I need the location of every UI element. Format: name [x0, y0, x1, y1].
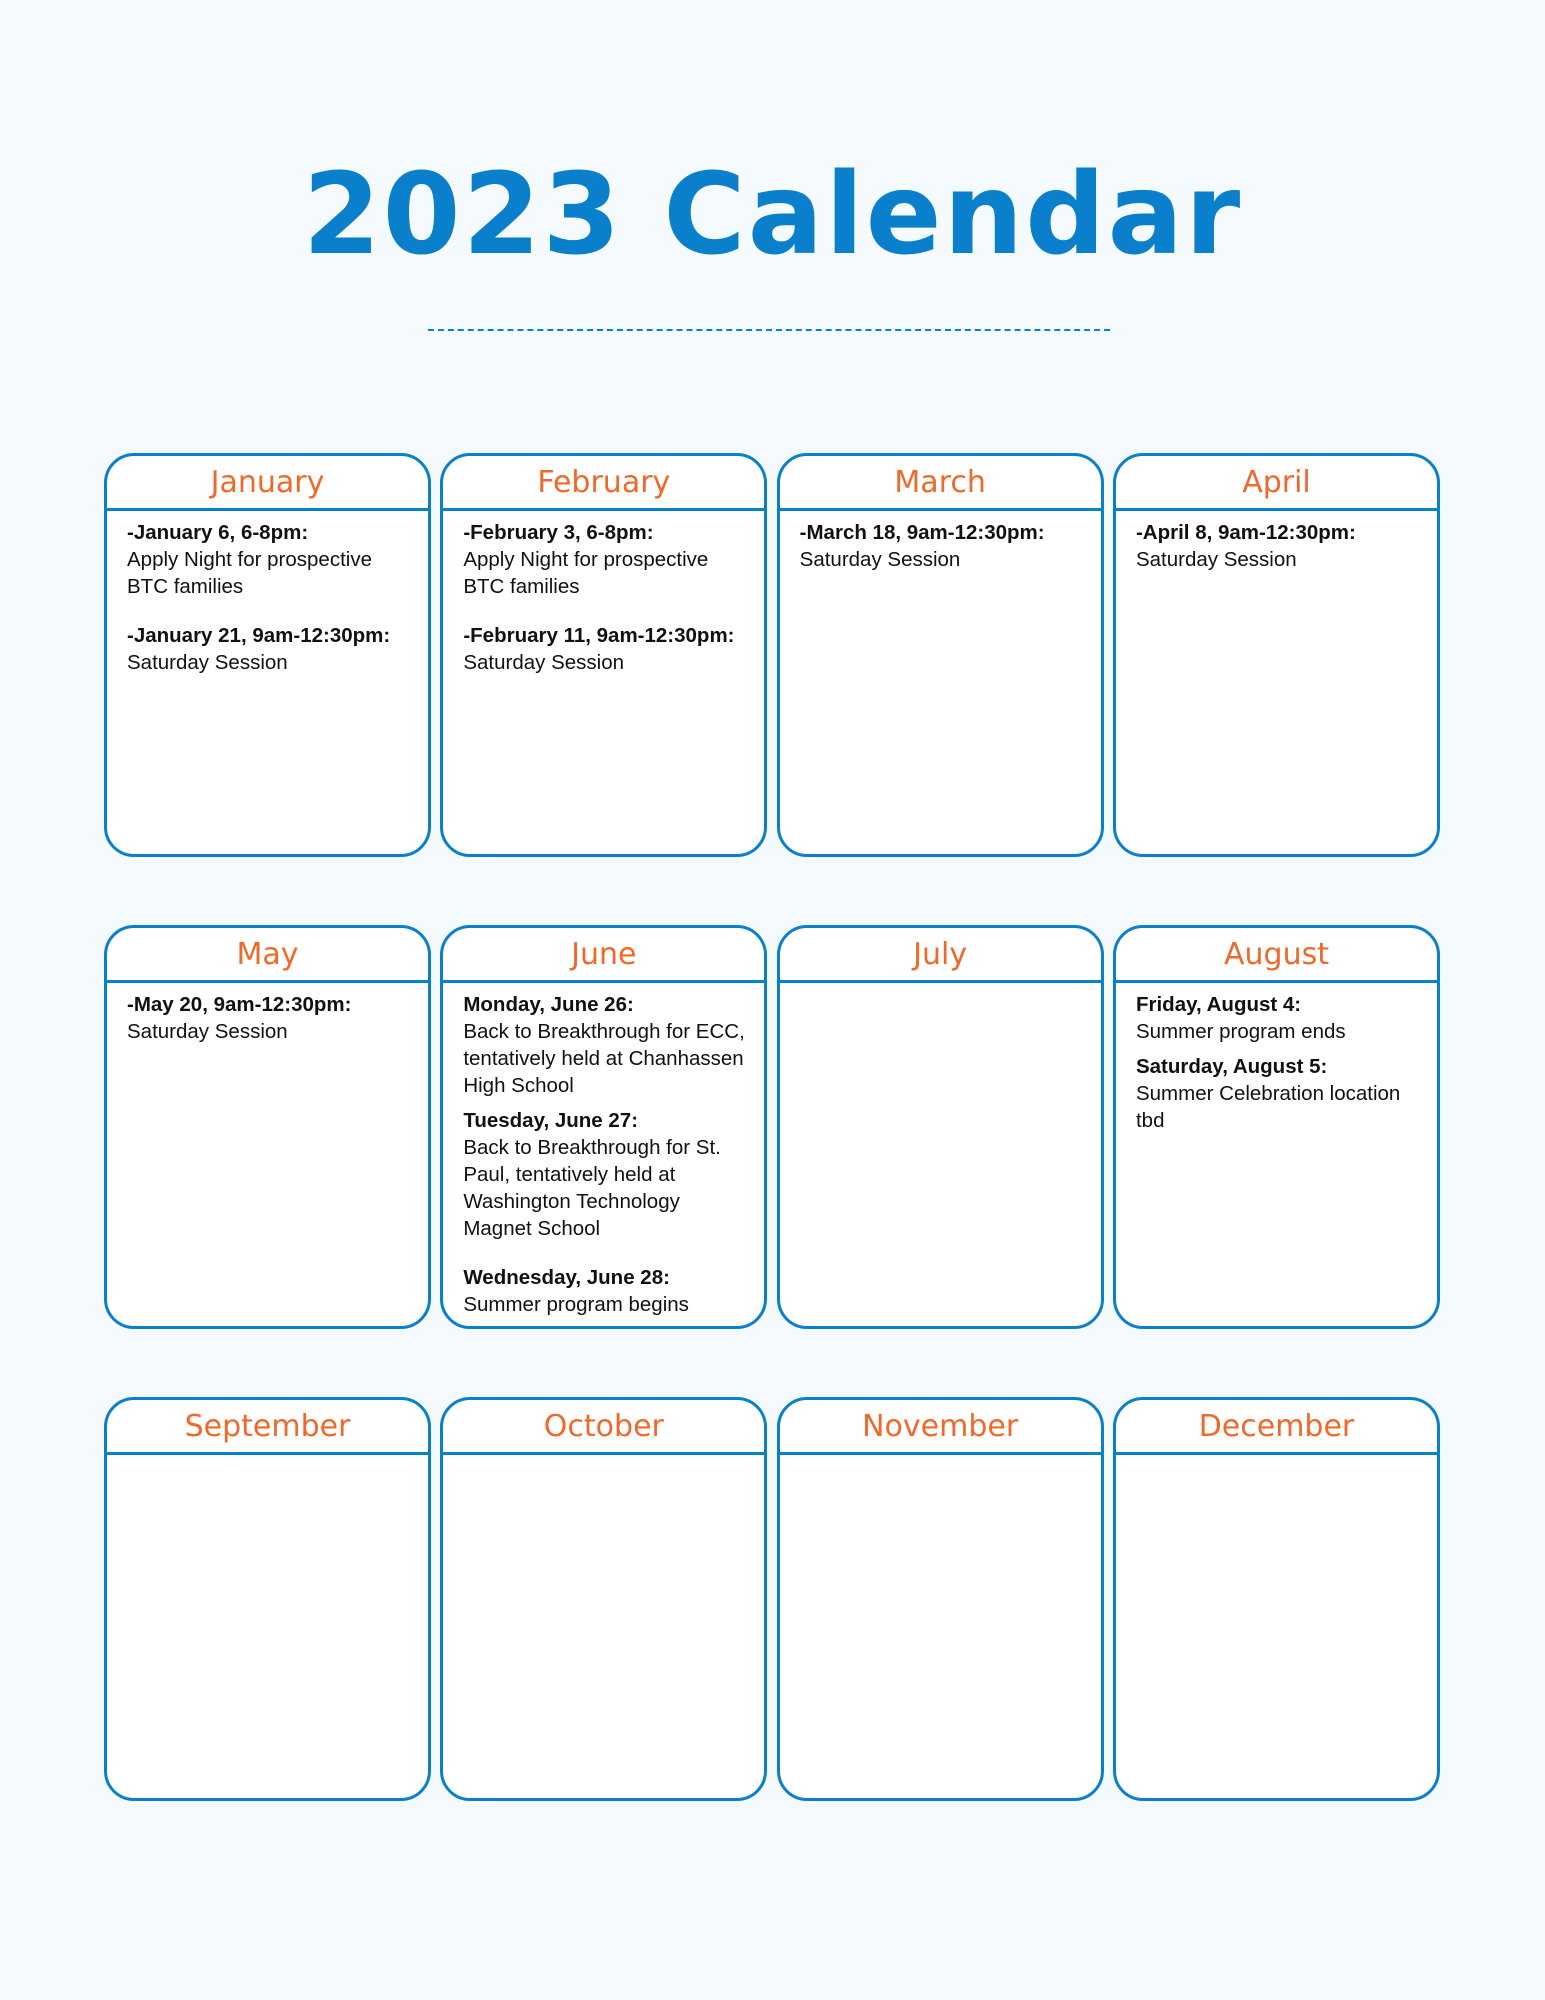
month-events — [443, 511, 764, 854]
event-description: Saturday Session — [127, 651, 288, 674]
month-events — [780, 511, 1101, 854]
month-grid — [104, 453, 1441, 1801]
month-card-july — [777, 925, 1104, 1329]
event-item — [463, 519, 746, 600]
month-name: August — [1116, 928, 1437, 983]
event-date: -January 21, 9am-12:30pm: — [127, 624, 391, 647]
event-item — [1136, 991, 1419, 1045]
month-events — [1116, 1455, 1437, 1798]
month-card-december — [1113, 1397, 1440, 1801]
month-card-october — [440, 1397, 767, 1801]
page-title: 2023 Calendar — [302, 150, 1243, 280]
event-item — [127, 991, 410, 1045]
month-card-november — [777, 1397, 1104, 1801]
event-description: Saturday Session — [799, 548, 961, 571]
event-item — [463, 622, 746, 676]
event-date: Monday, June 26: — [463, 993, 634, 1016]
event-description: Summer program begins — [463, 1293, 689, 1316]
event-date: -February 3, 6-8pm: — [463, 521, 654, 544]
month-name: April — [1116, 456, 1437, 511]
event-date: -May 20, 9am-12:30pm: — [127, 993, 352, 1016]
event-description: Apply Night for prospective BTC families — [127, 548, 372, 598]
month-card-march — [777, 453, 1104, 857]
month-events — [1116, 983, 1437, 1326]
event-description: Back to Breakthrough for ECC, tentatively held at Chanhassen High School — [463, 1020, 745, 1097]
event-date: -March 18, 9am-12:30pm: — [799, 521, 1045, 544]
title-divider — [428, 329, 1110, 331]
event-item — [463, 991, 746, 1099]
month-card-january — [104, 453, 431, 857]
event-item — [463, 1107, 746, 1242]
event-date: -February 11, 9am-12:30pm: — [463, 624, 735, 647]
month-events — [780, 1455, 1101, 1798]
month-events — [443, 1455, 764, 1798]
event-date: -January 6, 6-8pm: — [127, 521, 309, 544]
event-description: Apply Night for prospective BTC families — [463, 548, 709, 598]
event-date: Friday, August 4: — [1135, 993, 1302, 1016]
event-item — [1136, 519, 1419, 573]
month-events — [443, 983, 764, 1329]
event-description: Back to Breakthrough for St. Paul, tentatively held at Washington Technology Magnet School — [463, 1136, 721, 1240]
month-name: May — [107, 928, 428, 983]
month-name: July — [780, 928, 1101, 983]
month-card-june — [440, 925, 767, 1329]
month-events — [107, 511, 428, 854]
event-date: -April 8, 9am-12:30pm: — [1135, 521, 1356, 544]
month-name: March — [780, 456, 1101, 511]
month-name: October — [443, 1400, 764, 1455]
month-card-september — [104, 1397, 431, 1801]
event-description: Summer Celebration location tbd — [1135, 1082, 1401, 1132]
month-card-august — [1113, 925, 1440, 1329]
month-name: June — [443, 928, 764, 983]
event-item — [800, 519, 1083, 573]
event-date: Wednesday, June 28: — [463, 1266, 670, 1289]
month-name: November — [780, 1400, 1101, 1455]
month-card-february — [440, 453, 767, 857]
month-card-may — [104, 925, 431, 1329]
event-item — [1136, 1053, 1419, 1134]
month-name: September — [107, 1400, 428, 1455]
event-item — [463, 1264, 746, 1318]
month-events — [107, 983, 428, 1326]
month-name: January — [107, 456, 428, 511]
month-events — [780, 983, 1101, 1326]
month-events — [1116, 511, 1437, 854]
event-description: Saturday Session — [463, 651, 625, 674]
month-name: February — [443, 456, 764, 511]
month-name: December — [1116, 1400, 1437, 1455]
event-item — [127, 519, 410, 600]
event-description: Saturday Session — [1135, 548, 1297, 571]
event-date: Tuesday, June 27: — [463, 1109, 639, 1132]
month-events — [107, 1455, 428, 1798]
event-description: Saturday Session — [127, 1020, 288, 1043]
event-item — [127, 622, 410, 676]
event-date: Saturday, August 5: — [1135, 1055, 1328, 1078]
event-description: Summer program ends — [1135, 1020, 1346, 1043]
month-card-april — [1113, 453, 1440, 857]
